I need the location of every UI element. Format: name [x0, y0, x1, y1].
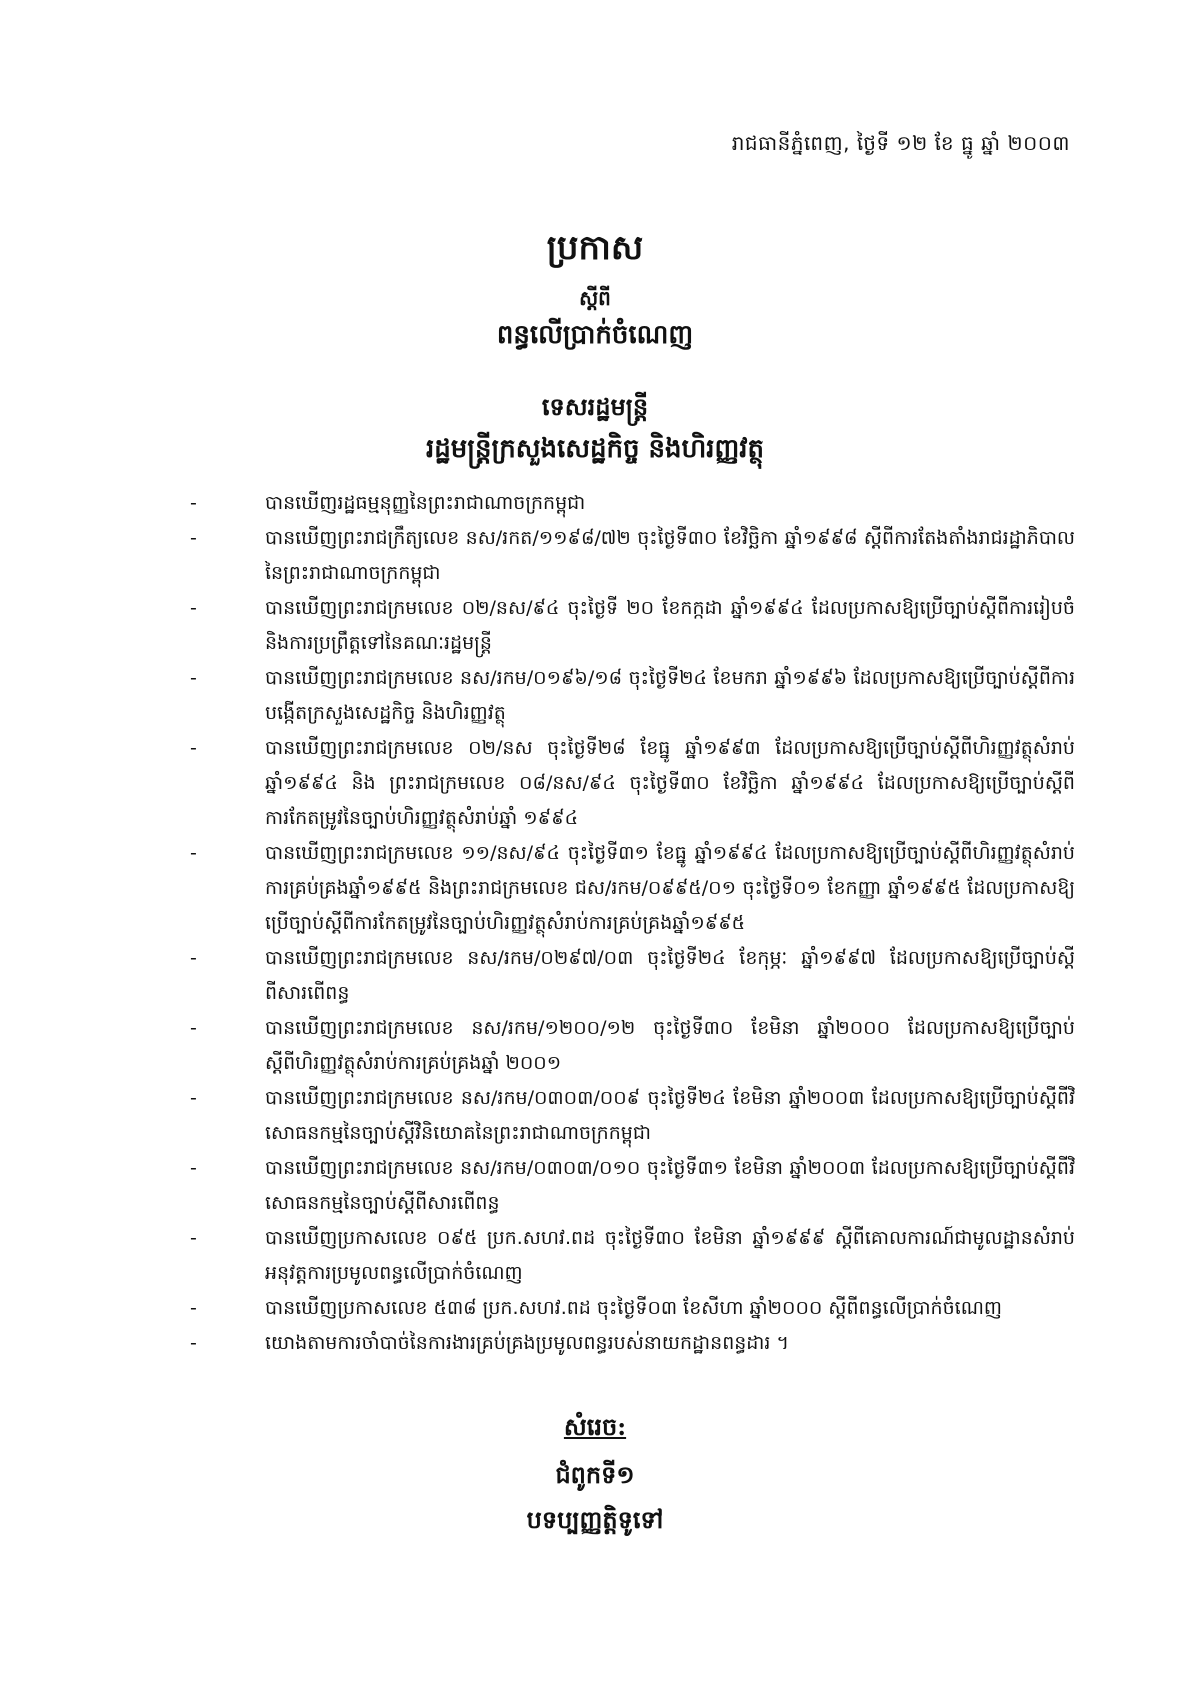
list-item-text: បានឃើញប្រកាសលេខ ០៩៥ ប្រក.សហវ.ពដ ចុះថ្ងៃទី៣០ ខែមិនា ឆ្នាំ១៩៩៩ ស្តីពីគោលការណ៍ជាមូលដ្ឋានសំរាប់អនុវត្តការប្រមូលពន្ធលើប្រាក់ចំណេញ: [265, 1227, 1075, 1284]
minister-title: ទេសរដ្ឋមន្ត្រី: [541, 392, 649, 421]
bullet-dash: -: [190, 1157, 197, 1179]
bullet-dash: -: [190, 1297, 197, 1319]
list-item-text: បានឃើញព្រះរាជក្រឹត្យលេខ នស/រកត/១១៩៨/៧២ ចុះថ្ងៃទី៣០ ខែវិច្ឆិកា ឆ្នាំ១៩៩៨ ស្តីពីការតែងតាំងរាជរដ្ឋាភិបាលនៃព្រះរាជាណាចក្រកម្ពុជា: [265, 527, 1075, 584]
bullet-dash: -: [190, 1227, 197, 1249]
list-item-text: បានឃើញប្រកាសលេខ ៥៣៨ ប្រក.សហវ.ពដ ចុះថ្ងៃទី០៣ ខែសីហា ឆ្នាំ២០០០ ស្តីពីពន្ធលើប្រាក់ចំណេញ: [265, 1297, 1002, 1319]
bullet-dash: -: [190, 597, 197, 619]
bullet-dash: -: [190, 1017, 197, 1039]
list-item: [190, 1326, 1075, 1361]
list-item-text: បានឃើញព្រះរាជក្រមលេខ នស/រកម/០២៩៧/០៣ ចុះថ្ងៃទី២៤ ខែកុម្ភៈ ឆ្នាំ១៩៩៧ ដែលប្រកាសឱ្យប្រើច្បាប់ស្តីពីសារពើពន្ធ: [265, 947, 1075, 1004]
list-item-text: យោងតាមការចាំបាច់នៃការងារគ្រប់គ្រងប្រមូលពន្ធរបស់នាយកដ្ឋានពន្ធដារ ។: [265, 1332, 789, 1354]
decision-heading-text: សំរេច:: [563, 1412, 627, 1441]
list-item-text: បានឃើញព្រះរាជក្រមលេខ នស/រកម/០៣០៣/០០៩ ចុះថ្ងៃទី២៤ ខែមិនា ឆ្នាំ២០០៣ ដែលប្រកាសឱ្យប្រើច្បាប់ស្តីពីវិសោធនកម្មនៃច្បាប់ស្តីវិនិយោគនៃព្រះរាជាណាចក្រកម្ពុជា: [265, 1087, 1075, 1144]
list-item-text: បានឃើញព្រះរាជក្រមលេខ នស/រកម/០៣០៣/០១០ ចុះថ្ងៃទី៣១ ខែមិនា ឆ្នាំ២០០៣ ដែលប្រកាសឱ្យប្រើច្បាប់ស្តីពីវិសោធនកម្មនៃច្បាប់ស្តីពីសារពើពន្ធ: [265, 1157, 1075, 1214]
place-date-line: រាជធានីភ្នំពេញ, ថ្ងៃទី ១២ ខែ ធ្នូ ឆ្នាំ ២០០៣: [731, 131, 1070, 155]
list-item: [190, 486, 1075, 521]
list-item-text: បានឃើញព្រះរាជក្រមលេខ ១១/នស/៩៤ ចុះថ្ងៃទី៣១ ខែធ្នូ ឆ្នាំ១៩៩៤ ដែលប្រកាសឱ្យប្រើច្បាប់ស្តីពីហិរញ្ញវត្ថុសំរាប់ការគ្រប់គ្រងឆ្នាំ១៩៩៥ និងព្រះរាជក្រមលេខ ជស/រកម/០៩៩៥/០១ ចុះថ្ងៃទី០១ ខែកញ្ញា ឆ្នាំ១៩៩៥ ដែលប្រកាសឱ្យប្រើច្បាប់ស្តីពីការកែតម្រូវនៃច្បាប់ហិរញ្ញវត្ថុសំរាប់ការគ្រប់គ្រងឆ្នាំ១៩៩៥: [265, 842, 1075, 934]
list-item: [190, 591, 1075, 661]
list-item-text: បានឃើញព្រះរាជក្រមលេខ នស/រកម/០១៩៦/១៨ ចុះថ្ងៃទី២៤ ខែមករា ឆ្នាំ១៩៩៦ ដែលប្រកាសឱ្យប្រើច្បាប់ស្តីពីការបង្កើតក្រសួងសេដ្ឋកិច្ច និងហិរញ្ញវត្ថុ: [265, 667, 1075, 724]
bullet-dash: -: [190, 842, 197, 864]
list-item: [190, 1151, 1075, 1221]
ministry-title: រដ្ឋមន្ត្រីក្រសួងសេដ្ឋកិច្ច និងហិរញ្ញវត្ថុ: [425, 434, 765, 464]
bullet-dash: -: [190, 1332, 197, 1354]
bullet-dash: -: [190, 492, 197, 514]
considerations-list: [190, 486, 1075, 1361]
list-item: [190, 1291, 1075, 1326]
chapter-title: បទប្បញ្ញត្តិទូទៅ: [526, 1505, 664, 1534]
list-item-text: បានឃើញព្រះរាជក្រមលេខ ០២/នស/៩៤ ចុះថ្ងៃទី ២០ ខែកក្កដា ឆ្នាំ១៩៩៤ ដែលប្រកាសឱ្យប្រើច្បាប់ស្តីពីការរៀបចំ និងការប្រព្រឹត្តទៅនៃគណៈរដ្ឋមន្ត្រី: [265, 597, 1075, 654]
decision-heading: [0, 1412, 1190, 1447]
list-item: [190, 731, 1075, 836]
bullet-dash: -: [190, 947, 197, 969]
list-item: [190, 836, 1075, 941]
document-subject: ពន្ធលើប្រាក់ចំណេញ: [496, 320, 694, 350]
list-item: [190, 1011, 1075, 1081]
list-item: [190, 1221, 1075, 1291]
document-title: ប្រកាស: [546, 228, 644, 268]
chapter-number: ជំពូកទី១: [555, 1460, 635, 1489]
list-item-text: បានឃើញព្រះរាជក្រមលេខ នស/រកម/១២០០/១២ ចុះថ្ងៃទី៣០ ខែមិនា ឆ្នាំ២០០០ ដែលប្រកាសឱ្យប្រើច្បាប់ស្តីពីហិរញ្ញវត្ថុសំរាប់ការគ្រប់គ្រងឆ្នាំ ២០០១: [265, 1017, 1075, 1074]
list-item: [190, 661, 1075, 731]
bullet-dash: -: [190, 737, 197, 759]
bullet-dash: -: [190, 527, 197, 549]
bullet-dash: -: [190, 667, 197, 689]
bullet-dash: -: [190, 1087, 197, 1109]
list-item-text: បានឃើញរដ្ឋធម្មនុញ្ញនៃព្រះរាជាណាចក្រកម្ពុជា: [265, 492, 586, 514]
list-item: [190, 941, 1075, 1011]
concerning-label: ស្តីពី: [579, 286, 611, 310]
list-item: [190, 521, 1075, 591]
list-item: [190, 1081, 1075, 1151]
list-item-text: បានឃើញព្រះរាជក្រមលេខ ០២/នស ចុះថ្ងៃទី២៨ ខែធ្នូ ឆ្នាំ១៩៩៣ ដែលប្រកាសឱ្យប្រើច្បាប់ស្តីពីហិរញ្ញវត្ថុសំរាប់ឆ្នាំ១៩៩៤ និង ព្រះរាជក្រមលេខ ០៨/នស/៩៤ ចុះថ្ងៃទី៣០ ខែវិច្ឆិកា ឆ្នាំ១៩៩៤ ដែលប្រកាសឱ្យប្រើច្បាប់ស្តីពីការកែតម្រូវនៃច្បាប់ហិរញ្ញវត្ថុសំរាប់ឆ្នាំ ១៩៩៤: [265, 737, 1075, 829]
